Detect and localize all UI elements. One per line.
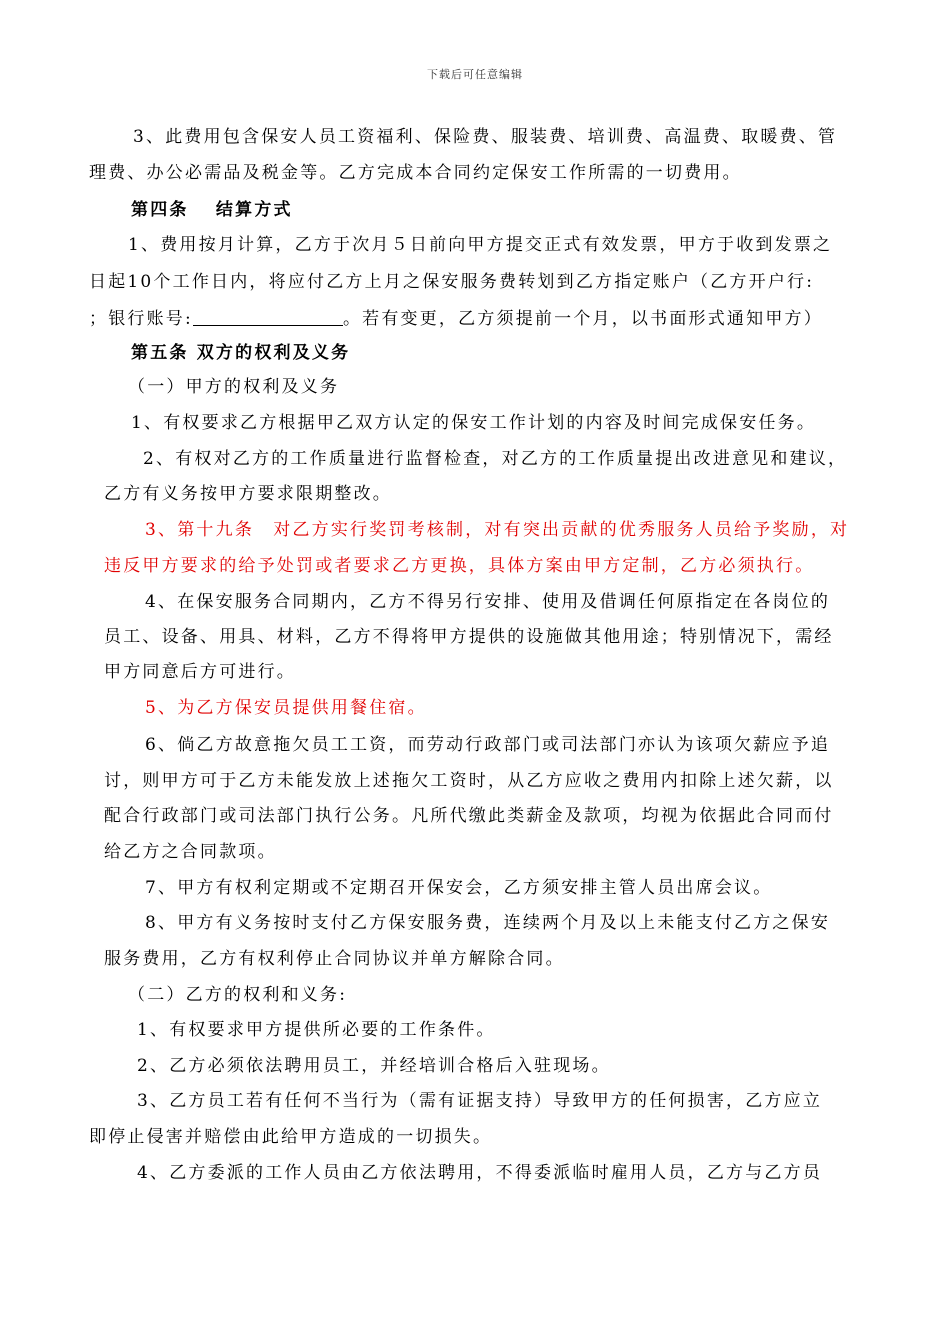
paragraph-line-highlighted: 3、第十九条 对乙方实行奖罚考核制，对有突出贡献的优秀服务人员给予奖励，对 (145, 520, 850, 540)
paragraph-line: 给乙方之合同款项。 (104, 842, 277, 862)
paragraph-line: 6、倘乙方故意拖欠员工工资，而劳动行政部门或司法部门亦认为该项欠薪应予追 (145, 735, 831, 755)
subsection-heading: （二）乙方的权利和义务: (128, 985, 348, 1005)
line-text-before: ；银行账号: (89, 309, 193, 329)
paragraph-line: 理费、办公必需品及税金等。乙方完成本合同约定保安工作所需的一切费用。 (89, 163, 742, 183)
paragraph-line: 1、有权要求甲方提供所必要的工作条件。 (137, 1020, 496, 1040)
paragraph-line: 配合行政部门或司法部门执行公务。凡所代缴此类薪金及款项，均视为依据此合同而付 (104, 806, 834, 826)
paragraph-line-with-blank (89, 309, 823, 328)
paragraph-line: 4、在保安服务合同期内，乙方不得另行安排、使用及借调任何原指定在各岗位的 (145, 592, 831, 612)
paragraph-line: 日起10个工作日内，将应付乙方上月之保安服务费转划到乙方指定账户（乙方开户行: (89, 272, 815, 292)
paragraph-line: 员工、设备、用具、材料，乙方不得将甲方提供的设施做其他用途；特别情况下，需经 (104, 627, 834, 647)
account-number-blank (193, 309, 343, 326)
page-header: 下载后可任意编辑 (427, 68, 523, 81)
paragraph-line-highlighted: 违反甲方要求的给予处罚或者要求乙方更换，具体方案由甲方定制，乙方必须执行。 (104, 556, 815, 576)
paragraph-line: 讨，则甲方可于乙方未能发放上述拖欠工资时，从乙方应收之费用内扣除上述欠薪，以 (104, 771, 834, 791)
paragraph-line: 乙方有义务按甲方要求限期整改。 (104, 484, 392, 504)
paragraph-line: 3、乙方员工若有任何不当行为（需有证据支持）导致甲方的任何损害，乙方应立 (137, 1091, 823, 1111)
paragraph-line-highlighted: 5、为乙方保安员提供用餐住宿。 (145, 698, 427, 718)
paragraph-line: 1、有权要求乙方根据甲乙双方认定的保安工作计划的内容及时间完成保安任务。 (131, 413, 817, 433)
line-text-after: 。若有变更，乙方须提前一个月，以书面形式通知甲方） (342, 309, 823, 329)
section-heading: 第五条 双方的权利及义务 (131, 343, 351, 363)
paragraph-line: 8、甲方有义务按时支付乙方保安服务费，连续两个月及以上未能支付乙方之保安 (145, 913, 831, 933)
paragraph-line: 即停止侵害并赔偿由此给甲方造成的一切损失。 (89, 1127, 493, 1147)
subsection-heading: （一）甲方的权利及义务 (128, 377, 340, 397)
paragraph-line: 3、此费用包含保安人员工资福利、保险费、服装费、培训费、高温费、取暖费、管 (133, 127, 838, 147)
paragraph-line: 7、甲方有权利定期或不定期召开保安会，乙方须安排主管人员出席会议。 (145, 878, 773, 898)
paragraph-line: 服务费用，乙方有权利停止合同协议并单方解除合同。 (104, 949, 565, 969)
paragraph-line: 4、乙方委派的工作人员由乙方依法聘用，不得委派临时雇用人员，乙方与乙方员 (137, 1163, 823, 1183)
paragraph-line: 1、费用按月计算，乙方于次月５日前向甲方提交正式有效发票，甲方于收到发票之 (128, 235, 833, 255)
paragraph-line: 2、乙方必须依法聘用员工，并经培训合格后入驻现场。 (137, 1056, 611, 1076)
paragraph-line: 2、有权对乙方的工作质量进行监督检查，对乙方的工作质量提出改进意见和建议， (143, 449, 848, 469)
paragraph-line: 甲方同意后方可进行。 (104, 662, 296, 682)
section-heading: 第四条 结算方式 (131, 200, 293, 220)
